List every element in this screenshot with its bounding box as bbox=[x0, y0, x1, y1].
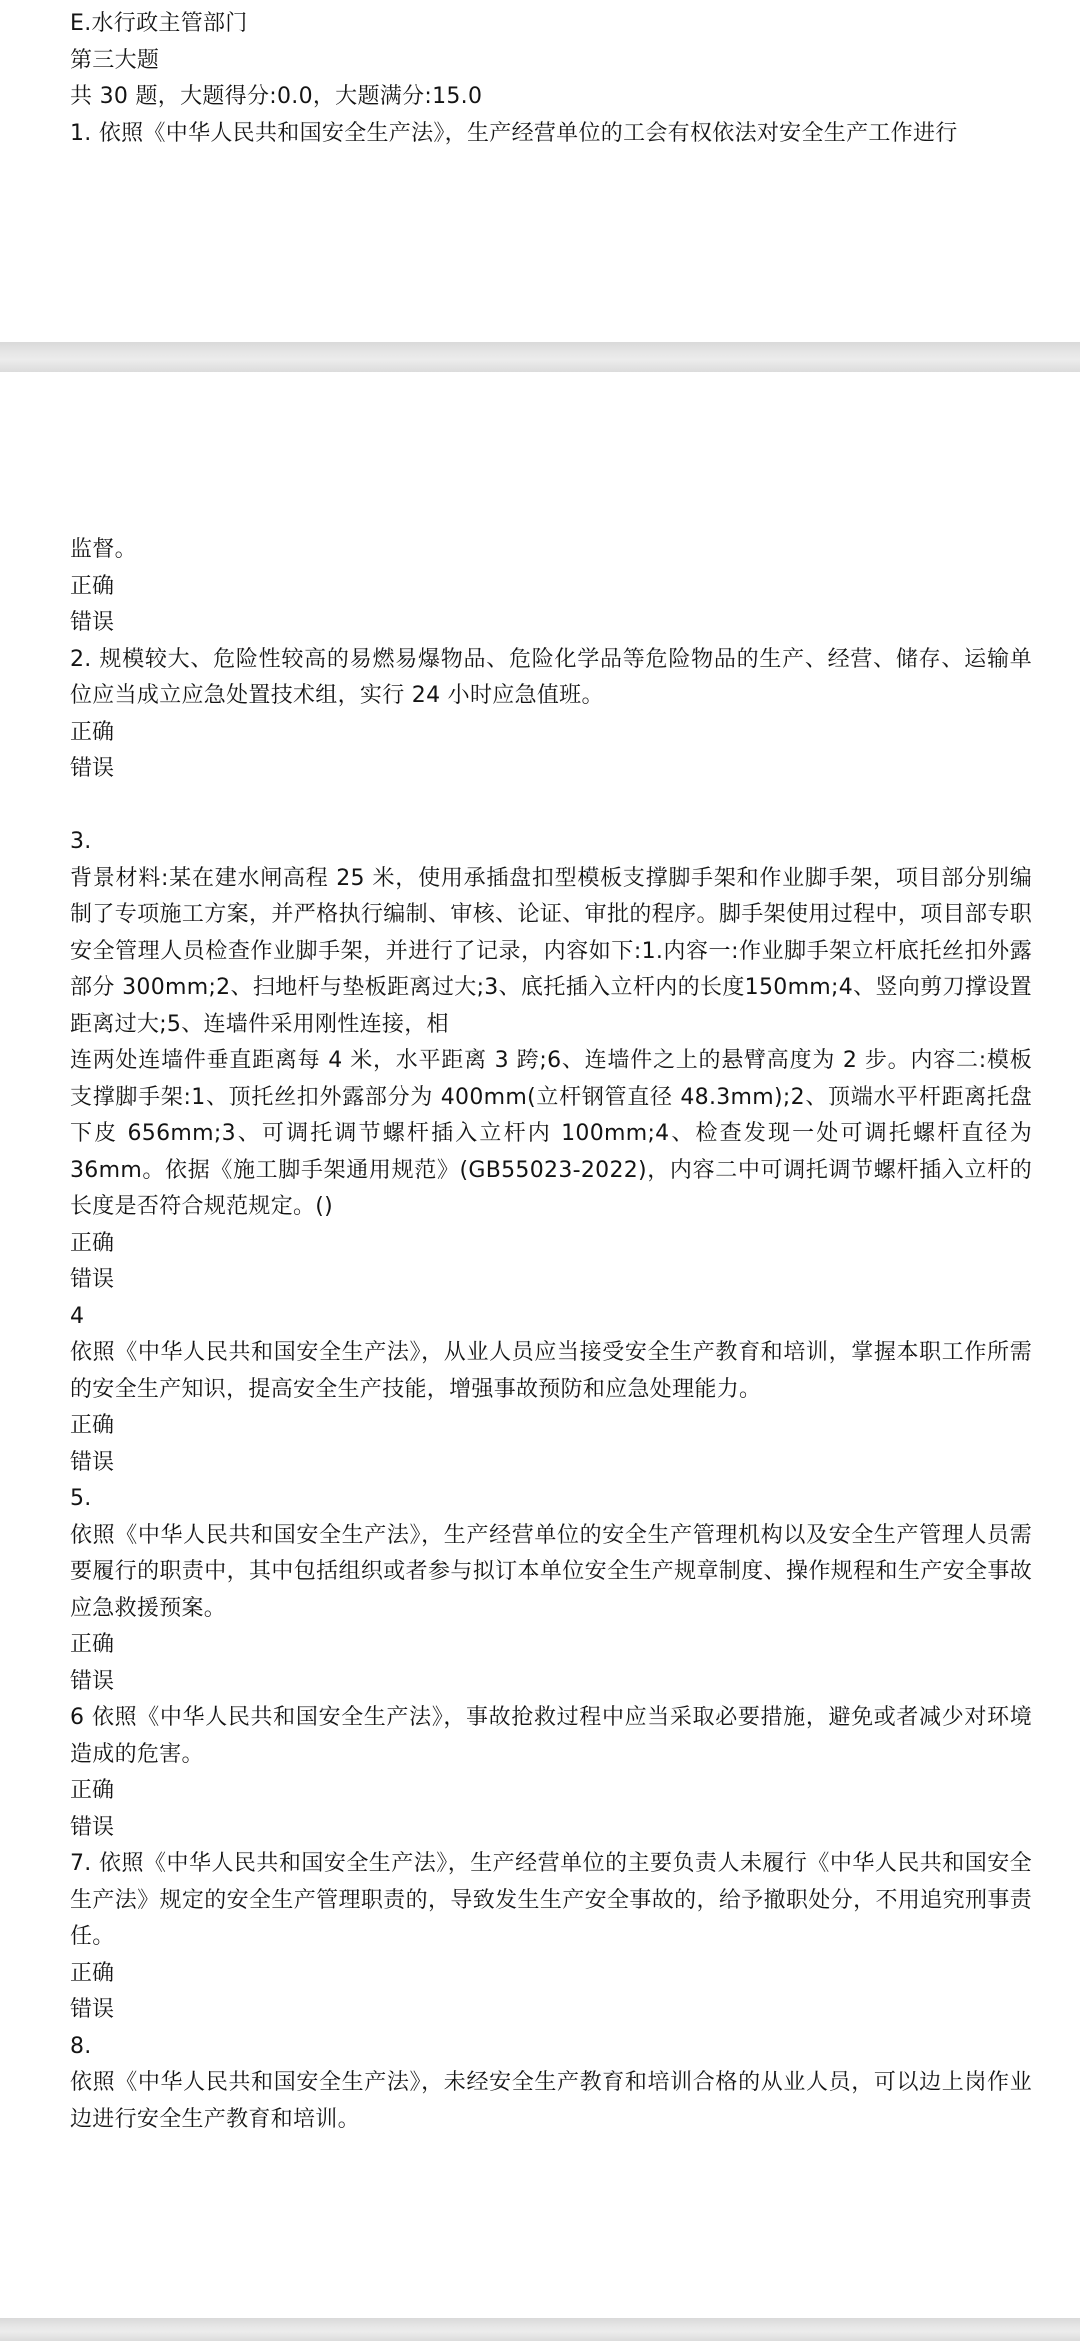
q7-option-correct[interactable]: 正确 bbox=[70, 1960, 115, 1986]
q2-option-correct[interactable]: 正确 bbox=[70, 719, 115, 745]
question-3-number: 3. bbox=[70, 829, 92, 854]
page-separator-bottom bbox=[0, 2318, 1080, 2341]
q6-option-correct[interactable]: 正确 bbox=[70, 1778, 115, 1803]
page-separator bbox=[0, 342, 1080, 372]
question-2-text: 2. 规模较大、危险性较高的易燃易爆物品、危险化学品等危险物品的生产、经营、储存、运输单位应当成立应急处置技术组，实行 24 小时应急值班。 bbox=[70, 646, 1032, 708]
q5-option-correct[interactable]: 正确 bbox=[70, 1632, 115, 1657]
question-4-number: 4 bbox=[70, 1303, 85, 1329]
question-8-number: 8. bbox=[70, 2033, 92, 2059]
question-1-end: 监督。 bbox=[70, 537, 137, 562]
q4-option-correct[interactable]: 正确 bbox=[70, 1413, 115, 1438]
option-e-text: E.水行政主管部门 bbox=[70, 11, 248, 36]
q3-option-wrong[interactable]: 错误 bbox=[70, 1267, 115, 1292]
q6-option-wrong[interactable]: 错误 bbox=[70, 1814, 115, 1840]
q3-option-correct[interactable]: 正确 bbox=[70, 1230, 115, 1256]
page-2-content bbox=[70, 532, 1032, 2138]
document-page-1 bbox=[0, 0, 1080, 342]
question-7-text: 7. 依照《中华人民共和国安全生产法》，生产经营单位的主要负责人未履行《中华人民共和国安全生产法》规定的安全生产管理职责的，导致发生生产安全事故的，给予撤职处分，不用追究刑事责任。 bbox=[70, 1851, 1032, 1949]
q5-option-wrong[interactable]: 错误 bbox=[70, 1668, 115, 1694]
q4-option-wrong[interactable]: 错误 bbox=[70, 1449, 115, 1475]
blank-line bbox=[70, 788, 1032, 825]
question-5-number: 5. bbox=[70, 1486, 92, 1511]
question-4-text: 依照《中华人民共和国安全生产法》，从业人员应当接受安全生产教育和培训，掌握本职工作所需的安全生产知识，提高安全生产技能，增强事故预防和应急处理能力。 bbox=[70, 1340, 1032, 1402]
question-1-start: 1. 依照《中华人民共和国安全生产法》，生产经营单位的工会有权依法对安全生产工作进行 bbox=[70, 120, 958, 146]
q2-option-wrong[interactable]: 错误 bbox=[70, 756, 115, 781]
document-page-2 bbox=[0, 372, 1080, 2318]
section-summary: 共 30 题，大题得分:0.0，大题满分:15.0 bbox=[70, 84, 483, 109]
question-6-text: 6 依照《中华人民共和国安全生产法》，事故抢救过程中应当采取必要措施，避免或者减少对环境造成的危害。 bbox=[70, 1705, 1032, 1767]
q1-option-wrong[interactable]: 错误 bbox=[70, 610, 115, 635]
section-title: 第三大题 bbox=[70, 47, 160, 73]
question-8-text: 依照《中华人民共和国安全生产法》，未经安全生产教育和培训合格的从业人员，可以边上岗作业边进行安全生产教育和培训。 bbox=[70, 2070, 1032, 2132]
question-3-text-part-2: 连两处连墙件垂直距离每 4 米，水平距离 3 跨;6、连墙件之上的悬臂高度为 2 步。内容二:模板支撑脚手架:1、顶托丝扣外露部分为 400mm(立杆钢管直径 48.3mm);2、顶端水平杆距离托盘下皮 656mm;3、可调托调节螺杆插入立杆内 100mm;4、检查发现一处可调托螺杆直径为 36mm。依据《施工脚手架通用规范》(GB55023-2022)，内容二中可调托调节螺杆插入立杆的长度是否符合规范规定。() bbox=[70, 1048, 1032, 1219]
q1-option-correct[interactable]: 正确 bbox=[70, 573, 115, 599]
q7-option-wrong[interactable]: 错误 bbox=[70, 1997, 115, 2022]
page-1-content bbox=[70, 6, 1032, 152]
question-3-text-part-1: 背景材料:某在建水闸高程 25 米，使用承插盘扣型模板支撑脚手架和作业脚手架，项目部分别编制了专项施工方案，并严格执行编制、审核、论证、审批的程序。脚手架使用过程中，项目部专职安全管理人员检查作业脚手架，并进行了记录，内容如下:1.内容一:作业脚手架立杆底托丝扣外露部分 300mm;2、扫地杆与垫板距离过大;3、底托插入立杆内的长度150mm;4、竖向剪刀撑设置距离过大;5、连墙件采用刚性连接，相 bbox=[70, 865, 1032, 1037]
question-5-text: 依照《中华人民共和国安全生产法》，生产经营单位的安全生产管理机构以及安全生产管理人员需要履行的职责中，其中包括组织或者参与拟订本单位安全生产规章制度、操作规程和生产安全事故应急救援预案。 bbox=[70, 1522, 1032, 1621]
